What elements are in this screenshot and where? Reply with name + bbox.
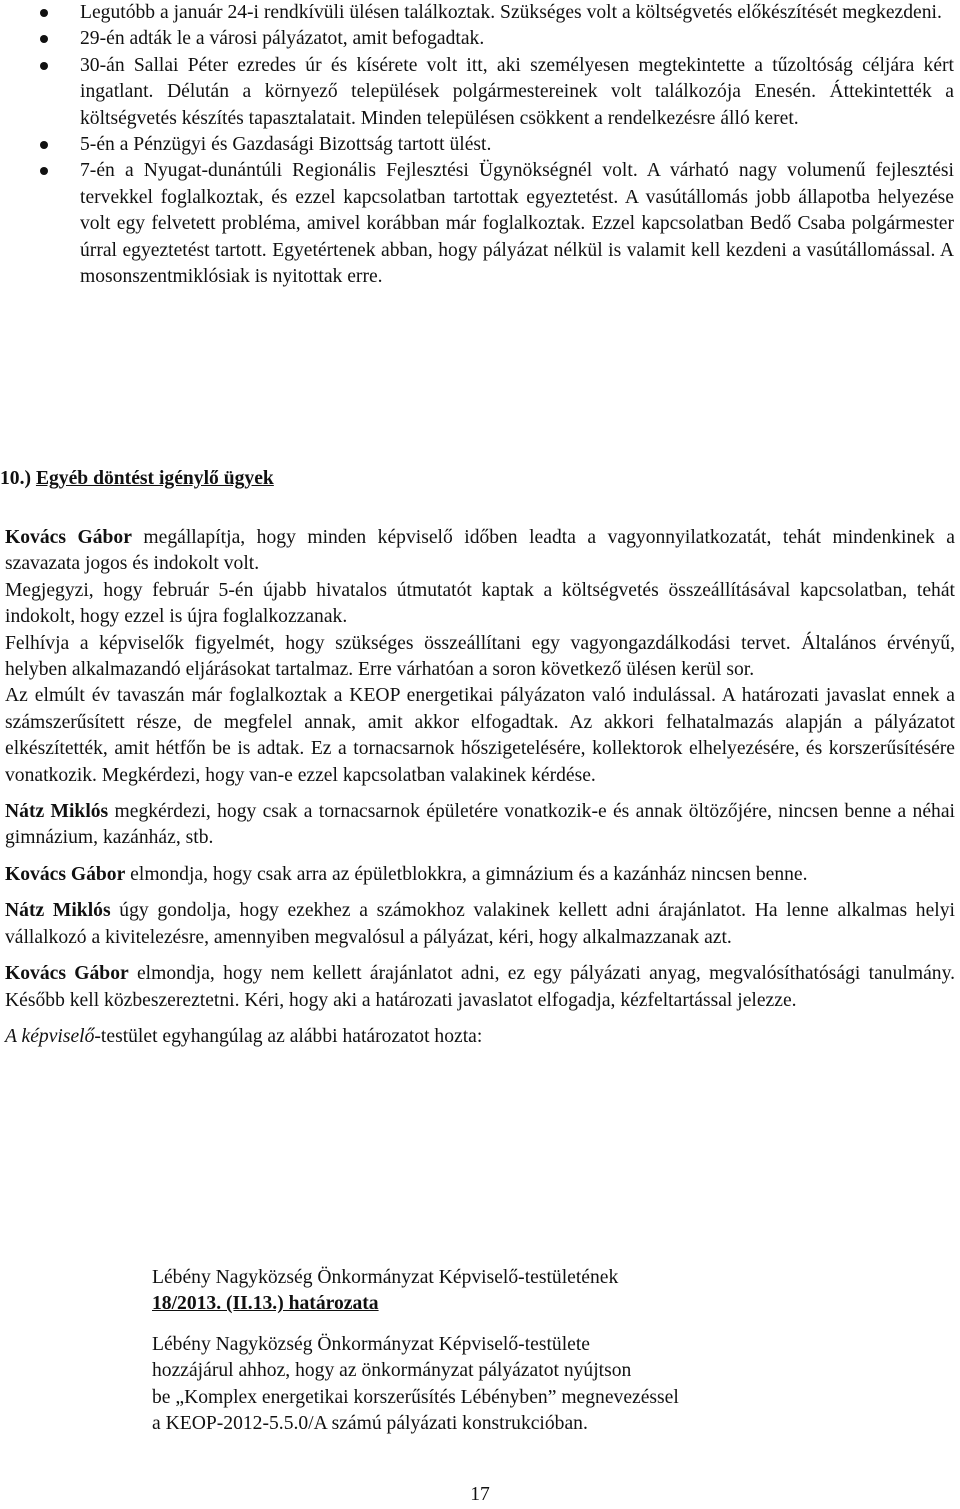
speaker-name: Nátz Miklós [5, 900, 111, 922]
resolution-text [152, 1332, 872, 1438]
decision-intro-italic: A képviselő [5, 1025, 95, 1047]
list-item [0, 132, 960, 158]
paragraph [5, 631, 955, 684]
paragraph [5, 578, 955, 631]
section-heading [0, 466, 274, 492]
bullet-text: 30-án Sallai Péter ezredes úr és kísérete volt itt, aki személyesen megtekintette a tűzoltóság céljára kért ingatlant. Délután a környező települések polgármestereinek volt találkozója Enesén. Áttekintették a költségvetés készítés tapasztalatait. Minden településen csökkent a rendelkezésre álló keret. [80, 54, 954, 129]
minutes-body [5, 525, 955, 1050]
resolution-line: a KEOP-2012-5.5.0/A számú pályázati konstrukcióban. [152, 1413, 588, 1435]
list-item [0, 0, 960, 26]
decision-intro-text: -testület egyhangúlag az alábbi határozatot hozta: [94, 1025, 483, 1047]
bullet-text: Legutóbb a január 24-i rendkívüli ülésen találkoztak. Szükséges volt a költségvetés előkészítését megkezdeni. [80, 2, 942, 23]
paragraph-text: megkérdezi, hogy csak a tornacsarnok épületére vonatkozik-e és annak öltözőjére, nincsen benne a néhai gimnázium, kazánház, stb. [5, 801, 955, 849]
bullet-text: 7-én a Nyugat-dunántúli Regionális Fejlesztési Ügynökségnél volt. A várható nagy volumenű fejlesztési tervekkel foglalkoztak, és ezzel kapcsolatban tartottak egyeztetést. A vasútállomás jobb állapotba helyezése volt egy felvetett probléma, amivel korábban már foglalkoztak. Ezzel kapcsolatban Bedő Csaba polgármester úrral egyeztetést tartott. Egyetértenek abban, hogy pályázat nélkül is valamit kell kezdeni a vasútállomással. A mosonszentmiklósiak is nyitottak erre. [80, 160, 954, 288]
resolution-line: Lébény Nagyközség Önkormányzat Képviselő-testülete [152, 1333, 590, 1355]
page-number: 17 [470, 1484, 490, 1505]
decision-intro [5, 1024, 955, 1050]
paragraph-text: megállapítja, hogy minden képviselő időben leadta a vagyonnyilatkozatát, tehát mindenkinek a szavazata jogos és indokolt volt. [5, 527, 956, 575]
paragraph-text: Megjegyzi, hogy február 5-én újabb hivatalos útmutatót kaptak a költségvetés összeállításával kapcsolatban, tehát indokolt, hogy ezzel is újra foglalkozzanak. [5, 579, 955, 628]
resolution-block [152, 1265, 872, 1437]
speaker-name: Kovács Gábor [5, 963, 129, 985]
resolution-line: be „Komplex energetikai korszerűsítés Lébényben” megnevezéssel [152, 1386, 679, 1408]
paragraph [5, 799, 955, 852]
paragraph-text: elmondja, hogy csak arra az épületblokkra, a gimnázium és a kazánház nincsen benne. [125, 863, 808, 885]
list-item [0, 26, 960, 52]
list-item [0, 53, 960, 132]
paragraph [5, 683, 955, 789]
paragraph-text: Az elmúlt év tavaszán már foglalkoztak a KEOP energetikai pályázaton való indulással. A határozati javaslat ennek a számszerűsített része, de megfelel annak, amit akkor elfogadtak. Az akkori felhatalmazás alapján a pályázatot elkészítették, amit hétfőn be is adtak. Ez a tornacsarnok hőszigetelésére, kollektorok elhelyezésére, és korszerűsítésére vonatkozik. Megkérdezi, hogy van-e ezzel kapcsolatban valakinek kérdése. [5, 685, 955, 786]
section-number: 10.) [0, 468, 32, 489]
section-title: Egyéb döntést igénylő ügyek [35, 468, 274, 489]
paragraph-text: elmondja, hogy nem kellett árajánlatot adni, ez egy pályázati anyag, megvalósíthatósági tanulmány. Később kell közbeszereztetni. Kéri, hogy aki a határozati javaslatot elfogadja, kézfeltartással jelezze. [5, 963, 956, 1011]
bullet-text: 5-én a Pénzügyi és Gazdasági Bizottság tartott ülést. [80, 134, 492, 156]
paragraph [5, 525, 955, 578]
speaker-name: Nátz Miklós [5, 801, 109, 823]
bullet-icon [40, 62, 48, 70]
paragraph [5, 862, 955, 888]
bullet-icon [40, 9, 48, 17]
bullet-icon [40, 167, 48, 175]
resolution-number: 18/2013. (II.13.) határozata [152, 1293, 379, 1315]
paragraph-text: úgy gondolja, hogy ezekhez a számokhoz valakinek kellett adni árajánlatot. Ha lenne alkalmas helyi vállalkozó a kivitelezésre, amennyiben megvalósul a pályázat, kéri, hogy alkalmazzanak azt. [5, 900, 955, 948]
news-bullet-list [0, 0, 960, 290]
bullet-text: 29-én adták le a városi pályázatot, amit befogadtak. [80, 28, 485, 50]
resolution-issuer: Lébény Nagyközség Önkormányzat Képviselő-testületének [152, 1267, 619, 1288]
resolution-line: hozzájárul ahhoz, hogy az önkormányzat pályázatot nyújtson [152, 1360, 632, 1382]
speaker-name: Kovács Gábor [5, 863, 126, 885]
speaker-name: Kovács Gábor [5, 527, 132, 548]
paragraph [5, 898, 955, 951]
paragraph [5, 961, 955, 1014]
bullet-icon [40, 141, 48, 149]
paragraph-text: Felhívja a képviselők figyelmét, hogy szükséges összeállítani egy vagyongazdálkodási tervet. Általános érvényű, helyben alkalmazandó eljárásokat tartalmaz. Erre várhatóan a soron következő ülésen kerül sor. [5, 632, 955, 681]
list-item [0, 158, 960, 290]
bullet-icon [40, 35, 48, 43]
